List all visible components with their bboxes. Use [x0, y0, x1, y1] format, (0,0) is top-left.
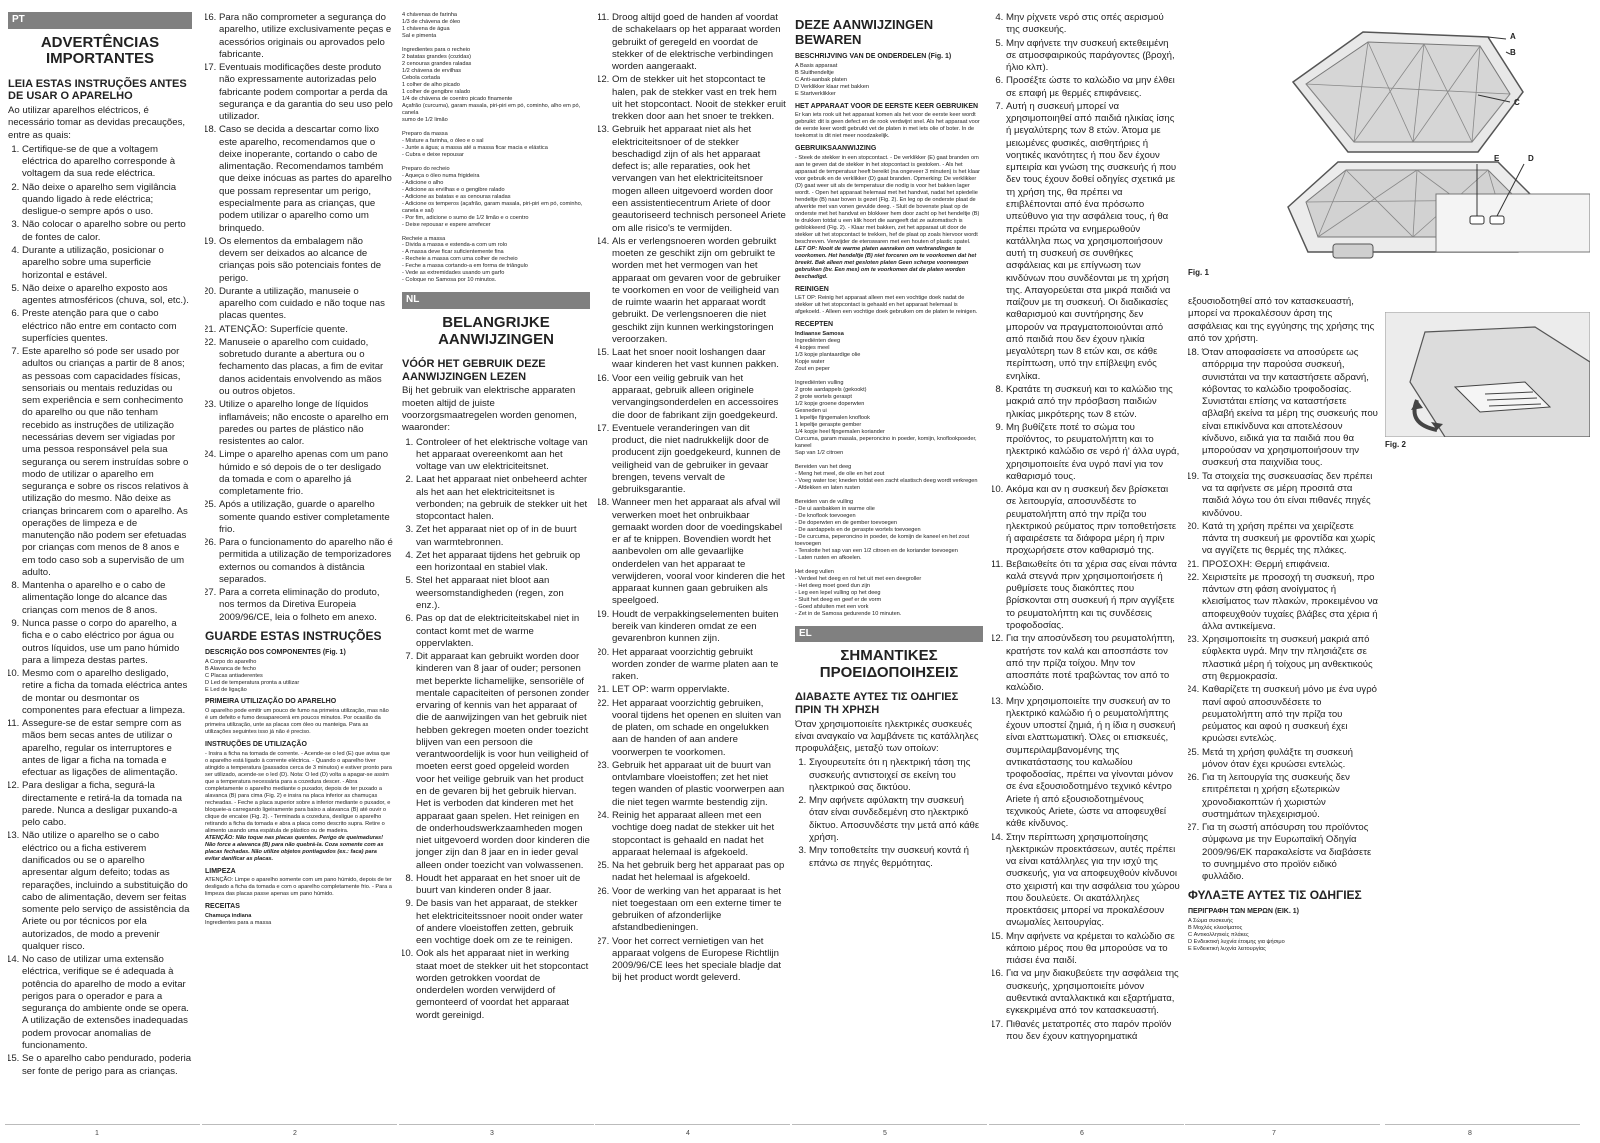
text-line: - Tenslotte het sap van een 1/2 citroen en de koriander toevoegen: [795, 547, 958, 554]
list-item: 26. Για τη λειτουργία της συσκευής δεν επιτρέπεται η χρήση εξωτερικών χρονοδιακοπτών ή χωριστών συστημάτων τηλεχειρισμού.: [1202, 772, 1378, 821]
list-item: 9. Μη βυθίζετε ποτέ το σώμα του προϊόντος, το ρευματολήπτη και το ηλεκτρικό καλώδιο σε νερό ή' άλλα υγρά, χρησιμοποιείτε ένα υγρό πανί για τον καθαρισμό τους.: [1006, 422, 1180, 483]
text-line: E Startverklikker: [795, 90, 836, 97]
cleaning-title-nl: REINIGEN: [795, 285, 829, 293]
page-number: 6: [1080, 1130, 1084, 1137]
list-item: 2. Não deixe o aparelho sem vigilância quando ligado à rede eléctrica; desligue-o sempre após o uso.: [22, 182, 192, 219]
cleaning-text-nl: LET OP: Reinig het apparaat alleen met een vochtige doek nadat de stekker uit het stopcontact is gehaald en het apparaat helemaal is afgekoeld. - Alleen een vochtige doek gebruiken om de platen te reinigen.: [795, 295, 978, 316]
text-line: [402, 124, 590, 131]
list-item: 18. Caso se decida a descartar como lixo este aparelho, recomendamos que o deixe inoperante, cortando o cabo de alimentação. Recomendamos também que deixe inócuas as partes do aparelho que possam representar um perigo, especialmente para as crianças, que podem utilizar o aparelho como um brinquedo.: [219, 124, 393, 234]
figure-1: [1188, 12, 1590, 280]
text-line: A Basis apparaat: [795, 62, 838, 69]
list-item: 18. Wanneer men het apparaat als afval wil verwerken moet het onbruikbaar gemaakt worden door de voedingskabel er af te knippen. Bovendien wordt het aanbevolen om alle gevaarlijke onderdelen van het apparaat te verwijderen, vooral voor kinderen die het apparaat kunnen gaan gebruiken als speelgoed.: [612, 497, 786, 607]
list-item: 17. Eventuele veranderingen van dit product, die niet nadrukkelijk door de producent zijn goedgekeurd, kunnen de veiligheid van de gebruiker in gevaar brengen, tevens vervalt de gebruiksgarantie.: [612, 423, 786, 497]
footer-rule: [1185, 1124, 1380, 1125]
list-item: 12. Για την αποσύνδεση του ρευματολήπτη, κρατήστε τον καλά και αποσπάστε τον από την πρίζα τοίχου. Μην τον αποσπάτε ποτέ τραβώντας τον από το καλώδιο.: [1006, 633, 1180, 694]
text-line: - A massa deve ficar suficientemente fina: [402, 249, 504, 256]
list-item: 18. Όταν αποφασίσετε να αποσύρετε ως απόρριμα την παρούσα συσκευή, συνιστάται να την καταστήσετε αδρανή, κόβοντας το καλώδιο τροφοδοσίας. Συνιστάται επίσης να καταστήσετε αβλαβή εκείνα τα μέρη της συσκευής που είναι επικίνδυνα και αποτελέσουν κίνδυνο, ειδικά για τα παιδιά που θα μπορούσαν να χρησιμοποιήσουν την συσκευή στα παιχνίδια τους.: [1202, 347, 1378, 470]
column-pt-1: [8, 12, 192, 1122]
column-el-2: [992, 12, 1180, 1122]
text-line: - Junte a água; a massa até a massa ficar macia e elástica: [402, 144, 548, 151]
text-line: - De knoflook toevoegen: [795, 512, 856, 519]
footer-rule: [595, 1124, 790, 1125]
text-line: 1/4 kopje heel fijngemalen koriander: [795, 428, 885, 435]
page-number: 3: [490, 1130, 494, 1137]
footer-rule: [792, 1124, 987, 1125]
warning-list-el-2: [992, 12, 1180, 1043]
list-item: 1. Controleer of het elektrische voltage van het apparaat overeenkomt aan het voltage van uw elektriciteitsnet.: [416, 437, 590, 474]
text-line: Gesneden ui: [795, 407, 827, 414]
footer-rule: [202, 1124, 397, 1125]
list-item: 26. Voor de werking van het apparaat is het niet toegestaan om een externe timer te gebruiken of afzonderlijke afstandbedieningen.: [612, 886, 786, 935]
footer-rule: [399, 1124, 594, 1125]
list-item: 27. Voor het correct vernietigen van het apparaat volgens de Europese Richtlijn 2009/96/CE lees het speciale bladje dat bij het product wordt geleverd.: [612, 936, 786, 985]
list-item: 3. Μην τοποθετείτε την συσκευή κοντά ή επάνω σε πηγές θερμότητας.: [809, 845, 983, 870]
text-line: 2 cenouras grandes raladas: [402, 60, 472, 67]
text-line: [795, 562, 983, 569]
list-item: 13. Não utilize o aparelho se o cabo eléctrico ou a ficha estiverem danificados ou se o aparelho apresentar algum defeito; todas as reparações, incluindo a substituição do cabo de alimentação, devem ser feitas somente pelo serviço de assistência da Ariete ou por técnicos por ela autorizados, de modo a prevenir qualquer risco.: [22, 830, 192, 953]
title-pt: ADVERTÊNCIAS IMPORTANTES: [40, 33, 160, 68]
list-item: 27. Για τη σωστή απόσυρση του προϊόντος σύμφωνα με την Ευρωπαϊκή Οδηγία 2009/96/ΕΚ παρακαλείστε να διαβάσετε το συνημμένο στο προϊόν ειδικό φυλλάδιο.: [1202, 822, 1378, 883]
list-item: 22. Het apparaat voorzichtig gebruiken, vooral tijdens het openen en sluiten van de platen, om schade en ongelukken aan de handen of aan andere voorwerpen te voorkomen.: [612, 698, 786, 759]
subtitle-el: ΔΙΑΒΑΣΤΕ ΑΥΤΕΣ ΤΙΣ ΟΔΗΓΙΕΣ ΠΡΙΝ ΤΗ ΧΡΗΣΗ: [795, 691, 959, 716]
page-number: 2: [293, 1130, 297, 1137]
warning-list-el-3: [1188, 347, 1378, 883]
text-line: - Verdeel het deeg en rol het uit met een deegroller: [795, 575, 922, 582]
list-item: 2. Laat het apparaat niet onbeheerd achter als het aan het elektriciteitsnet is verbonden; na gebruik de stekker uit het stopcontact halen.: [416, 474, 590, 523]
list-item: 12. Para desligar a ficha, segurá-la directamente e retirá-la da tomada na parede. Nunca a desligar puxando-a pelo cabo.: [22, 780, 192, 829]
list-item: 6. Preste atenção para que o cabo eléctrico não entre em contacto com superfícies quentes.: [22, 308, 192, 345]
list-item: 21. LET OP: warm oppervlakte.: [612, 684, 786, 696]
components-list-pt: [205, 659, 393, 694]
text-line: Recheie a massa: [402, 235, 446, 242]
recipe-lines-nl: [795, 338, 983, 617]
list-item: 19. Os elementos da embalagem não devem ser deixados ao alcance de crianças pois são potenciais fontes de perigo.: [219, 236, 393, 285]
list-item: 27. Para a correta eliminação do produto, nos termos da Diretiva Europeia 2009/96/CE, leia o folheto em anexo.: [219, 587, 393, 624]
list-item: 4. Durante a utilização, posicionar o aparelho sobre uma superficie horizontal e estável.: [22, 245, 192, 282]
samosa-maker-illustration: [1188, 12, 1590, 280]
list-item: 16. Para não comprometer a segurança do aparelho, utilize exclusivamente peças e acessórios originais ou aprovados pelo fabricante.: [219, 12, 393, 61]
first-use-title-nl: HET APPARAAT VOOR DE EERSTE KEER GEBRUIKEN: [795, 102, 979, 110]
page-number: 8: [1468, 1130, 1472, 1137]
list-item: 13. Μην χρησιμοποιείτε την συσκευή αν το ηλεκτρικό καλώδιο ή ο ρευματολήπτης έχουν υποστεί ζημιά, ή η ίδια η συσκευή είναι ελαττωματική. Όλες οι επισκευές, συμπεριλαμβανομένης της αντικατάστασης του καλωδίου τροφοδοσίας, πρέπει να γίνονται μόνον σε ένα εξουσιοδοτημένο τεχνικό κέντρο Ariete ή από εξουσιοδοτημένους τεχνικούς Ariete, ώστε να αποφευχθεί κάθε κίνδυνος.: [1006, 696, 1180, 831]
text-line: 2 grote wortels geraspt: [795, 394, 852, 401]
text-line: - Deixe repousar e espere arrefecer: [402, 221, 491, 228]
components-title-pt: DESCRIÇÃO DOS COMPONENTES (Fig. 1): [205, 648, 346, 656]
text-line: - Misture a farinha, o óleo e o sal: [402, 137, 484, 144]
list-item: 1. Certifique-se de que a voltagem eléctrica do aparelho corresponde à voltagem da sua rede eléctrica.: [22, 144, 192, 181]
list-item: 8. Mantenha o aparelho e o cabo de alimentação longe do alcance das crianças com menos de 8 anos.: [22, 580, 192, 617]
list-item: 25. Na het gebruik berg het apparaat pas op nadat het helemaal is afgekoeld.: [612, 860, 786, 885]
text-line: - Voeg water toe; kneden totdat een zacht elastisch deeg wordt verkregen: [795, 477, 978, 484]
recipes-sub-nl: Indiaanse Samosa: [795, 331, 844, 338]
text-line: 4 chávenas de farinha: [402, 12, 458, 18]
text-line: - Vede as extremidades usando um garfo: [402, 270, 505, 277]
label-c: C: [1514, 98, 1520, 107]
text-line: - Adicione as batatas e as cenouras raladas: [402, 193, 511, 200]
recipes-title-nl: RECEPTEN: [795, 321, 834, 329]
column-pt-2: [205, 12, 393, 1122]
list-item: 25. Μετά τη χρήση φυλάξτε τη συσκευή μόνον όταν έχει κρυώσει εντελώς.: [1202, 747, 1378, 772]
keep-title-el: ΦΥΛΑΞΤΕ ΑΥΤΕΣ ΤΙΣ ΟΔΗΓΙΕΣ: [1188, 888, 1362, 903]
list-item: 2. Μην αφήνετε αφύλακτη την συσκευή όταν είναι συνδεδεμένη στο ηλεκτρικό δίκτυο. Αποσυνδέστε την μετά από κάθε χρήση.: [809, 795, 983, 844]
text-line: [402, 229, 590, 236]
title-nl: BELANGRIJKE AANWIJZINGEN: [438, 314, 554, 348]
text-line: - Recheie a massa com uma colher de recheio: [402, 256, 518, 263]
attention-nl: LET OP: Nooit de warme platen aanraken om verbrandingen te voorkomen. Het hendeltje (B) niet forceren om te voorkomen dat het breekt. Bak alleen met gesloten platen Geen scherpe voorwerpen gebruiken (bv. Een mes) om te voorkomen dat de platen worden beschadigd.: [795, 245, 977, 280]
footer-rule: [989, 1124, 1184, 1125]
text-line: Curcuma, garam masala, peperoncino in poeder, komijn, knoflookpoeder, kaneel: [795, 435, 977, 449]
list-item: 16. Voor een veilig gebruik van het apparaat, gebruik alleen originele vervangingsonderdelen en accessoires die door de fabrikant zijn goedgekeurd.: [612, 373, 786, 422]
text-line: 1/3 kopje plantaardige olie: [795, 352, 861, 359]
list-item: 5. Μην αφήνετε την συσκευή εκτεθειμένη σε ατμοσφαιρικούς παράγοντες (βροχή, ήλιο κλπ).: [1006, 38, 1180, 75]
list-item: 8. Houdt het apparaat en het snoer uit de buurt van kinderen onder 8 jaar.: [416, 873, 590, 898]
text-line: - Feche a massa cortando-a em forma de triângulo: [402, 263, 528, 270]
column-3: [402, 12, 590, 1122]
list-item: 20. Het apparaat voorzichtig gebruikt worden zonder de warme platen aan te raken.: [612, 647, 786, 684]
list-item: 7. Αυτή η συσκευή μπορεί να χρησιμοποιηθεί από παιδιά ηλικίας ίσης ή μεγαλύτερης των 8 ετών. Άτομα με μειωμένες φυσικές, αισθητήριες ή νοητικές ικανότητες ή που δεν έχουν εμπειρία και γνώση της συσκευής ή που δεν τους έχουν δοθεί οδηγίες σχετικά με τη χρήση της, θα πρέπει να επιβλέπονται από ένα πρόσωπο υπεύθυνο για την ασφάλεια τους, ή θα πρέπει πρώτα να ενημερωθούν κατάλληλα πως να χρησιμοποιήσουν αυτή τη συσκευή σε συνθήκες ασφάλειας και με επίγνωση των κινδύνων που συνδέονται με τη χρήση της. Απαγορεύεται στα μικρά παιδιά να παίζουν με τη συσκευή. Οι διαδικασίες καθαρισμού και συντήρησης δεν μπορούν να πραγματοποιούνται από από παιδιά που δεν έχουν ηλικία μεγαλύτερη των 8 ετών και, σε κάθε περίπτωση, υπό την επίβλεψη ενός ενηλίκα.: [1006, 101, 1180, 383]
text-line: Cebola cortada: [402, 74, 440, 81]
text-line: [402, 159, 590, 166]
list-item: 12. Om de stekker uit het stopcontact te halen, pak de stekker vast en trek hem uit het stopcontact. Nooit de stekker eruit trekken door aan het snoer te trekken.: [612, 74, 786, 123]
text-line: - De doperwten en de gember toevoegen: [795, 519, 897, 526]
list-item: 14. No caso de utilizar uma extensão eléctrica, verifique se é adequada à potência do aparelho de modo a evitar perigos para o operador e para a segurança do ambiente onde se opera. A utilização de extensões inadequadas podem provocar anomalias de funcionamento.: [22, 954, 192, 1052]
list-item: 19. Τα στοιχεία της συσκευασίας δεν πρέπει να τα αφήνετε σε μέρη προσιτά στα παιδιά λόγω του ότι είναι πιθανές πηγές κινδύνου.: [1202, 471, 1378, 520]
text-line: - Adicione o alho: [402, 179, 444, 186]
text-line: - De curcuma, peperoncino in poeder, de komijn de kaneel en het zout toevoegen: [795, 533, 970, 547]
warning-list-pt: [8, 144, 192, 1078]
text-line: - De aardappels en de geraspte wortels toevoegen: [795, 526, 921, 533]
fig1-caption: Fig. 1: [1188, 268, 1209, 277]
text-line: - Aqueça o óleo numa frigideira: [402, 172, 480, 179]
text-line: Ingrediënten vulling: [795, 380, 844, 387]
keep-title-pt: GUARDE ESTAS INSTRUÇÕES: [205, 629, 382, 644]
text-line: D Verklikker klaar met bakken: [795, 83, 869, 90]
text-line: - Adicione as ervilhas e o gengibre ralado: [402, 186, 505, 193]
text-line: - Cubra e deixe repousar: [402, 151, 464, 158]
text-line: C Anti-aanbak platen: [795, 76, 847, 83]
list-item: 21. ΠΡΟΣΟΧΗ: Θερμή επιφάνεια.: [1202, 559, 1378, 571]
text-line: [795, 492, 983, 499]
list-item: 10. Ακόμα και αν η συσκευή δεν βρίσκεται σε λειτουργία, αποσυνδέστε το ρευματολήπτη από την πρίζα του ηλεκτρικού ρεύματος πριν τοποθετήσετε ή αφαιρέσετε τα διάφορα μέρη ή πριν προχωρήσετε στον καθαρισμό της.: [1006, 484, 1180, 558]
components-list-el: [1188, 918, 1378, 953]
first-use-title-pt: PRIMEIRA UTILIZAÇÃO DO APARELHO: [205, 698, 337, 706]
list-item: 3. Zet het apparaat niet op of in de buurt van warmtebronnen.: [416, 524, 590, 549]
column-nl-2: [598, 12, 786, 1122]
text-line: [795, 373, 983, 380]
text-line: 2 batatas grandes (cozidas): [402, 53, 472, 60]
text-line: C Αντικολλητικές πλάκες: [1188, 932, 1249, 938]
text-line: 1/2 kopje groene doperwten: [795, 401, 865, 407]
fig2-caption: Fig. 2: [1385, 440, 1406, 449]
list-item: 15. Μην αφήνετε να κρέμεται το καλώδιο σε κάποιο μέρος που θα μπορούσε να το πιάσει ένα παιδί.: [1006, 931, 1180, 968]
lang-tag-pt: PT: [8, 12, 192, 29]
list-item: 5. Não deixe o aparelho exposto aos agentes atmosféricos (chuva, sol, etc.).: [22, 283, 192, 308]
list-item: 23. Utilize o aparelho longe de líquidos inflamáveis; não encoste o aparelho em paredes ou partes de plástico não resistentes ao calor.: [219, 399, 393, 448]
column-5: [795, 12, 983, 1122]
list-item: 24. Limpe o aparelho apenas com um pano húmido e só depois de o ter desligado da tomada e com o aparelho já completamente frio.: [219, 449, 393, 498]
keep-title-nl: DEZE AANWIJZINGEN BEWAREN: [795, 17, 934, 47]
cleaning-title-pt: LIMPEZA: [205, 867, 236, 875]
page-number: 4: [686, 1130, 690, 1137]
continuation-el: εξουσιοδοτηθεί από τον κατασκευαστή, μπορεί να προκαλέσουν άρση της ασφάλειας και της εγγύησης της χρήσης της από τον χρήστη.: [1188, 296, 1375, 344]
text-line: Açafrão (curcuma), garam masala, piri-piri em pó, cominho, alho em pó, canela: [402, 102, 581, 116]
use-title-nl: GEBRUIKSAANWIJZING: [795, 145, 877, 153]
list-item: 19. Houdt de verpakkingselementen buiten bereik van kinderen omdat ze een gevarenbron kunnen zijn.: [612, 609, 786, 646]
cleaning-text-pt: ATENÇÃO: Limpe o aparelho somente com um pano húmido, depois de ter desligado a ficha da tomada e com o aparelho completamente frio. - Para a limpeza das placas passe apenas um pano húmido.: [205, 877, 392, 898]
recipe-lines-pt: [402, 12, 590, 284]
list-item: 7. Dit apparaat kan gebruikt worden door kinderen van 8 jaar of ouder; personen met beperkte lichamelijke, sensoriële of mentale capaciteiten of personen zonder ervaring of kennis van het apparaat of die de aanwijzingen van het gebruik niet hebben gekregen moeten onder toezicht blijven van een persoon die verantwoordelijk is voor hun veiligheid of moeten eerst goed opgeleid worden voor het veilige gebruik van het product en de gevaren bij het gebruik hiervan. Het is verboden dat kinderen met het apparaat gaan spelen. Het reinigen en de onderhoudswerkzaamheden mogen niet uitgevoerd worden door kinderen die jonger zijn dan 8 jaar en in ieder geval alleen onder toezicht van volwassenen.: [416, 651, 590, 872]
text-line: Bereiden van de vulling: [795, 498, 854, 505]
components-title-nl: BESCHRIJVING VAN DE ONDERDELEN (Fig. 1): [795, 52, 952, 60]
text-line: - Laten rusten en afkoelen.: [795, 554, 862, 561]
text-line: - Meng het meel, de olie en het zout: [795, 470, 885, 477]
list-item: 24. Καθαρίζετε τη συσκευή μόνο με ένα υγρό πανί αφού αποσυνδέσετε το ρευματολήπτη από την πρίζα του ρεύματος και αφού η συσκευή έχει κρυώσει εντελώς.: [1202, 684, 1378, 745]
list-item: 15. Laat het snoer nooit loshangen daar waar kinderen het vast kunnen pakken.: [612, 347, 786, 372]
list-item: 23. Χρησιμοποιείτε τη συσκευή μακριά από εύφλεκτα υγρά. Μην την πλησιάζετε σε πλαστικά μέρη ή τοίχους μη ανθεκτικούς στη θερμοκρασία.: [1202, 634, 1378, 683]
text-line: C Placas antiaderentes: [205, 672, 263, 679]
list-item: 24. Reinig het apparaat alleen met een vochtige doeg nadat de stekker uit het stopcontact is gehaald en nadat het apparaat helemaal is afgekoeld.: [612, 810, 786, 859]
text-line: D Ενδεικτική λυχνία έτοιμης για ψήσιμο: [1188, 938, 1285, 945]
text-line: B Sluithendeltje: [795, 69, 834, 76]
list-item: 13. Gebruik het apparaat niet als het elektriciteitsnoer of de stekker beschadigd zijn of als het apparaat defect is; alle reparaties, ook het vervangen van het elektriciteitsnoer mogen alleen uitgevoerd worden door een assistentiecentrum Ariete of door geautoriseerd technisch personeel Ariete om alle risico's te vermijden.: [612, 124, 786, 234]
text-line: Zout en peper: [795, 366, 830, 373]
label-d: D: [1528, 154, 1534, 163]
text-line: A Corpo do aparelho: [205, 658, 257, 665]
list-item: 5. Stel het apparaat niet bloot aan weersomstandigheden (regen, zon enz.).: [416, 575, 590, 612]
text-line: - Goed afsluiten met een vork: [795, 603, 869, 610]
text-line: - Coloque no Samosa por 10 minutos.: [402, 277, 497, 284]
intro-el: Όταν χρησιμοποιείτε ηλεκτρικές συσκευές είναι αναγκαίο να λαμβάνετε τις κατάλληλες προφυλάξεις, μεταξύ των οποίων:: [795, 718, 979, 755]
lang-tag-nl: NL: [402, 292, 590, 309]
text-line: Kopje water: [795, 359, 825, 366]
warning-list-nl-2: [598, 12, 786, 985]
list-item: 17. Eventuais modificações deste produto não expressamente autorizadas pelo fabricante podem comportar a perda da segurança e da garantia do seu uso pelo utilizador.: [219, 62, 393, 123]
list-item: 11. Droog altijd goed de handen af voordat de schakelaars op het apparaat worden gebruikt of geregeld en voordat de stekker of de elektrische verbindingen worden aangeraakt.: [612, 12, 786, 73]
list-item: 11. Assegure-se de estar sempre com as mãos bem secas antes de utilizar o aparelho, regular os interruptores e antes de ligar a ficha na tomada e efectuar as ligações de alimentação.: [22, 718, 192, 779]
list-item: 8. Κρατάτε τη συσκευή και το καλώδιο της μακριά από την πρόσβαση παιδιών ηλικίας μικρότερης των 8 ετών.: [1006, 384, 1180, 421]
text-line: 2 grote aardappels (gekookt): [795, 387, 867, 394]
text-line: A Σώμα συσκευής: [1188, 918, 1233, 925]
use-text-pt: - Insira a ficha na tomada de corrente. - Acende-se o led (E) que avisa que o aparelho está ligado à corrente eléctrica. - Quando o aparelho tiver atingido a temperatura (passados cerca de 3 minutos) e estiver pronto para ser utilizado, acende-se o led (D). Nota: O led (D) volta a apagar-se assim que a temperatura necessária para a cozedura descer. - Abra completamente o aparelho mediante o puxador, depois de ter puxado a alavanca (B) para cima (Fig. 2) e insira na placa inferior as chamuças recheadas. - Feche a placa superior sobre a inferior mediante o puxador, e bloqueie-a carregando ligeiramente para baixo a alavanca (B) até ouvir o clique de encaixe (Fig. 2). - Terminada a cozedura, desligue o aparelho retirando a ficha da tomada e abra a placa como descrito supra. Retire o alimento usando uma espátula de plástico ou de madeira.: [205, 750, 392, 834]
text-line: 1 colher de gengibre ralado: [402, 88, 471, 95]
list-item: 4. Μην ρίχνετε νερό στις οπές αερισμού της συσκευής.: [1006, 12, 1180, 37]
text-line: - Afdekken en laten rusten: [795, 484, 860, 491]
text-line: 1/2 chávena de ervilhas: [402, 67, 462, 74]
subtitle-pt: LEIA ESTAS INSTRUÇÕES ANTES DE USAR O APARELHO: [8, 77, 187, 103]
text-line: [402, 40, 590, 47]
text-line: Het deeg vullen: [795, 568, 834, 575]
list-item: 15. Se o aparelho cabo pendurado, poderia ser fonte de perigo para as crianças.: [22, 1053, 192, 1078]
list-item: 20. Κατά τη χρήση πρέπει να χειρίζεστε πάντα τη συσκευή με φροντίδα και χωρίς να αγγίζετε τις θερμές της πλάκες.: [1202, 521, 1378, 558]
text-line: sumo de 1/2 limão: [402, 116, 448, 123]
use-title-pt: INSTRUÇÕES DE UTILIZAÇÃO: [205, 741, 307, 749]
text-line: Preparo da massa: [402, 130, 448, 137]
text-line: Bereiden van het deeg: [795, 463, 852, 470]
list-item: 22. Manuseie o aparelho com cuidado, sobretudo durante a abertura ou o fechamento das placas, a fim de evitar danos acidentais envolvendo as mãos ou outros objetos.: [219, 337, 393, 398]
first-use-text-nl: Er kan iets rook uit het apparaat komen als het voor de eerste keer wordt gebruikt: dit is geen defect en de rook verdwijnt snel. Als het apparaat voor de eerste keer wordt gebruikt vet de platen in met iets olie of boter. In de toekomst is dit niet meer noodzakelijk.: [795, 112, 980, 140]
components-list-nl: [795, 63, 983, 98]
list-item: 4. Zet het apparaat tijdens het gebruik op een horizontaal en stabiel vlak.: [416, 550, 590, 575]
text-line: 1 lepeltje geraspte gember: [795, 421, 862, 428]
list-item: 21. ATENÇÃO: Superfície quente.: [219, 324, 393, 336]
lang-tag-el: EL: [795, 626, 983, 643]
list-item: 16. Για να μην διακυβεύετε την ασφάλεια της συσκευής, χρησιμοποιείτε μόνον αυθεντικά ανταλλακτικά και εξαρτήματα, εγκεκριμένα από τον κατασκευαστή.: [1006, 968, 1180, 1017]
list-item: 3. Não colocar o aparelho sobre ou perto de fontes de calor.: [22, 219, 192, 244]
page-number: 1: [95, 1130, 99, 1137]
label-a: A: [1510, 32, 1516, 41]
title-el: ΣΗΜΑΝΤΙΚΕΣ ΠΡΟΕΙΔΟΠΟΙΗΣΕΙΣ: [819, 647, 959, 681]
list-item: 20. Durante a utilização, manuseie o aparelho com cuidado e não toque nas placas quentes.: [219, 286, 393, 323]
column-el-3: [1188, 296, 1378, 1116]
recipes-sub-pt: Chamuça indiana: [205, 913, 252, 920]
intro-nl: Bij het gebruik van elektrische apparaten moeten altijd de juiste voorzorgsmaatregelen worden genomen, waaronder:: [402, 385, 577, 434]
subtitle-nl: VÓÓR HET GEBRUIK DEZE AANWIJZINGEN LEZEN: [402, 358, 546, 383]
text-line: [795, 457, 983, 464]
list-item: 25. Após a utilização, guarde o aparelho somente quando estiver completamente frio.: [219, 499, 393, 536]
recipes-text-pt: Ingredientes para a massa: [205, 920, 272, 927]
warning-list-el: [795, 757, 983, 869]
list-item: 6. Pas op dat de elektriciteitskabel niet in contact komt met de warme oppervlakten.: [416, 613, 590, 650]
text-line: 1 chávena de água: [402, 25, 450, 32]
lever-illustration: [1385, 312, 1590, 437]
warning-list-pt-2: [205, 12, 393, 624]
text-line: Sal e pimenta: [402, 32, 437, 39]
text-line: Ingredientes para o recheio: [402, 46, 471, 53]
text-line: - Adicione os temperos (açafrão, garam masala, piri-piri em pó, cominho, canela e sal): [402, 200, 583, 214]
page-number: 7: [1272, 1130, 1276, 1137]
text-line: D Led de temperatura pronta a utilizar: [205, 679, 300, 686]
text-line: Sap van 1/2 citroen: [795, 449, 844, 456]
list-item: 10. Ook als het apparaat niet in werking staat moet de stekker uit het stopcontact worden getrokken voordat de onderdelen worden verwijderd of gemonteerd of voordat het apparaat wordt gereinigd.: [416, 948, 590, 1022]
list-item: 9. Nunca passe o corpo do aparelho, a ficha e o cabo eléctrico por água ou outros líquidos, use um pano húmido para a limpeza destas partes.: [22, 618, 192, 667]
list-item: 26. Para o funcionamento do aparelho não é permitida a utilização de temporizadores externos ou comandos à distância separados.: [219, 537, 393, 586]
label-e: E: [1494, 154, 1500, 163]
text-line: - Het deeg moet goed dun zijn: [795, 582, 870, 589]
list-item: 11. Βεβαιωθείτε ότι τα χέρια σας είναι πάντα καλά στεγνά πριν χρησιμοποιήσετε ή ρυθμίσετε τους διακόπτες που βρίσκονται στη συσκευή ή πριν αγγίξετε το ρευματολήπτη και τις συνδέσεις τροφοδοσίας.: [1006, 559, 1180, 633]
list-item: 17. Πιθανές μετατροπές στο παρόν προϊόν που δεν έχουν κατηγορηματικά: [1006, 1019, 1180, 1044]
intro-pt: Ao utilizar aparelhos eléctricos, é necessário tomar as devidas precauções, entre as quais:: [8, 105, 186, 141]
text-line: - Zet in de Samosa gedurende 10 minuten.: [795, 610, 902, 617]
text-line: E Led de ligação: [205, 686, 247, 693]
text-line: 1/3 de chávena de óleo: [402, 18, 461, 25]
text-line: Preparo do recheio: [402, 165, 450, 172]
text-line: - Leg een lepel vulling op het deeg: [795, 589, 881, 596]
list-item: 7. Este aparelho só pode ser usado por adultos ou crianças a partir de 8 anos; as pessoas com capacidades físicas, sensoriais ou mentais reduzidas ou sem experiência e sem conhecimento do aparelho ou que não tenham recebido as instruções de utilização necessárias devem ser vigiadas por uma pessoa responsável pela sua segurança ou serem instruídas sobre o modo de utilizar o aparelho em segurança e sobre os riscos relativos à utilização do mesmo. Não deixe as crianças brincarem com o aparelho. As operações de limpeza e de manutenção não podem ser efetuadas por crianças com menos de 8 anos e em todo caso sob a supervisão de um adulto.: [22, 346, 192, 579]
components-title-el: ΠΕΡΙΓΡΑΦΗ ΤΩΝ ΜΕΡΩΝ (ΕΙΚ. 1): [1188, 908, 1299, 916]
list-item: 10. Mesmo com o aparelho desligado, retire a ficha da tomada eléctrica antes de montar ou desmontar os componentes para efectuar a limpeza.: [22, 668, 192, 717]
attention-pt: ATENÇÃO: Não toque nas placas quentes. Perigo de queimaduras! Não force a alavanca (B) para não quebrá-la. Coza somente com as placas fechadas. Não utilize objetos pontiagudos (ex.: faca) para evitar danificar as placas.: [205, 834, 384, 862]
page-number: 5: [883, 1130, 887, 1137]
list-item: 6. Προσέξτε ώστε το καλώδιο να μην έλθει σε επαφή με θερμές επιφάνειες.: [1006, 75, 1180, 100]
text-line: - Por fim, adicione o sumo de 1/2 limão e o coentro: [402, 214, 529, 221]
list-item: 23. Gebruik het apparaat uit de buurt van ontvlambare vloeistoffen; zet het niet tegen wanden of plastic voorwerpen aan die niet tegen warmte bestendig zijn.: [612, 760, 786, 809]
text-line: - Sluit het deeg en geef er de vorm: [795, 596, 882, 603]
label-b: B: [1510, 48, 1516, 57]
text-line: Ingrediënten deeg: [795, 338, 841, 345]
text-line: 1/4 de chávena de coentro picado finamente: [402, 95, 513, 102]
list-item: 9. De basis van het apparaat, de stekker het elektriciteitssnoer nooit onder water of andere vloeistoffen zetten, gebruik een vochtige doek om ze te reinigen.: [416, 898, 590, 947]
footer-rule: [1385, 1124, 1580, 1125]
list-item: 22. Χειριστείτε με προσοχή τη συσκευή, προ πάντων στη φάση ανοίγματος ή κλεισίματος των πλακών, προκειμένου να αποφευχθούν τυχαίες βλάβες στα χέρια ή άλλα αντικείμενα.: [1202, 572, 1378, 633]
use-text-nl: - Steek de stekker in een stopcontact. - De verklikker (E) gaat branden om aan te geven dat de stekker in het stopcontact is gestoken. - Als het apparaat de temperatuur heeft bereikt (na ongeveer 3 minuten) is het klaar voor gebruik en de verklikker (D) gaat branden. Opmerking: De verklikker (D) gaat weer uit als de temperatuur die nodig is voor het bakken lager wordt. - Open het apparaat helemaal met het handvat, nadat het spiedelie hendeltje (B) naar boven is gezet (Fig. 2). En leg op de onderste plaat de afwerkte met van vonen gevulde deeg. - Sluit de bovenste plaat op de onderste met het handvat en blokkeer hem door zacht op het hendeltje (B) te drukken totdat u een klik hoort die aangeeft dat ze automatisch is geblokkeerd (Fig. 2). - Klaar met bakken, zet het apparaat uit door de stekker uit het stopcontact te trekken, hef de plaat op zoals hiervoor wordt beschreven. Verwijder de etenswaren met een houten of plastic spatel.: [795, 154, 981, 245]
text-line: B Μοχλός κλεισίματος: [1188, 925, 1243, 932]
recipes-title-pt: RECEITAS: [205, 903, 240, 911]
text-line: 1 colher de alho picado: [402, 81, 460, 88]
list-item: 14. Als er verlengsnoeren worden gebruikt moeten ze geschikt zijn om gebruikt te worden met het vermogen van het apparaat om gevaren voor de gebruiker te voorkomen en voor de veiligheid van de ruimte waarin het apparaat wordt gebruikt. De verlengsnoeren die niet geschikt zijn kunnen werkingstoringen veroorzaken.: [612, 236, 786, 346]
list-item: 1. Σιγουρευτείτε ότι η ηλεκτρική τάση της συσκευής αντιστοιχεί σε εκείνη του ηλεκτρικού σας δικτύου.: [809, 757, 983, 794]
text-line: B Alavanca de fecho: [205, 665, 257, 672]
warning-list-nl: [402, 437, 590, 1022]
text-line: 4 kopjes meel: [795, 345, 830, 352]
text-line: 1 lepeltje fijngemalen knoflook: [795, 414, 870, 421]
text-line: E Ενδεικτική λυχνία λειτουργίας: [1188, 945, 1266, 952]
text-line: - Divida a massa e estenda-a com um rolo: [402, 242, 508, 249]
text-line: - De ui aanbakken in warme olie: [795, 505, 875, 512]
footer-rule: [5, 1124, 200, 1125]
first-use-text-pt: O aparelho pode emitir um pouco de fumo na primeira utilização, mas não é um defeito e fumo desaparecerá em poucos minutos. Por ocasião da primeira utilização, unte as placas com óleo ou manteiga. Para as utilizações seguintes isso já não é preciso.: [205, 708, 389, 736]
figure-2: [1385, 312, 1590, 452]
list-item: 14. Στην περίπτωση χρησιμοποίησης ηλεκτρικών προεκτάσεων, αυτές πρέπει να είναι κατάλληλες για την ισχύ της συσκευής, για να αποφευχθούν κίνδυνοι στο χειριστή και την ασφάλεια του χώρου που δουλεύετε. Οι ακατάλληλες προεκτάσεις μπορεί να προκαλέσουν ανωμαλίες λειτουργίας.: [1006, 832, 1180, 930]
